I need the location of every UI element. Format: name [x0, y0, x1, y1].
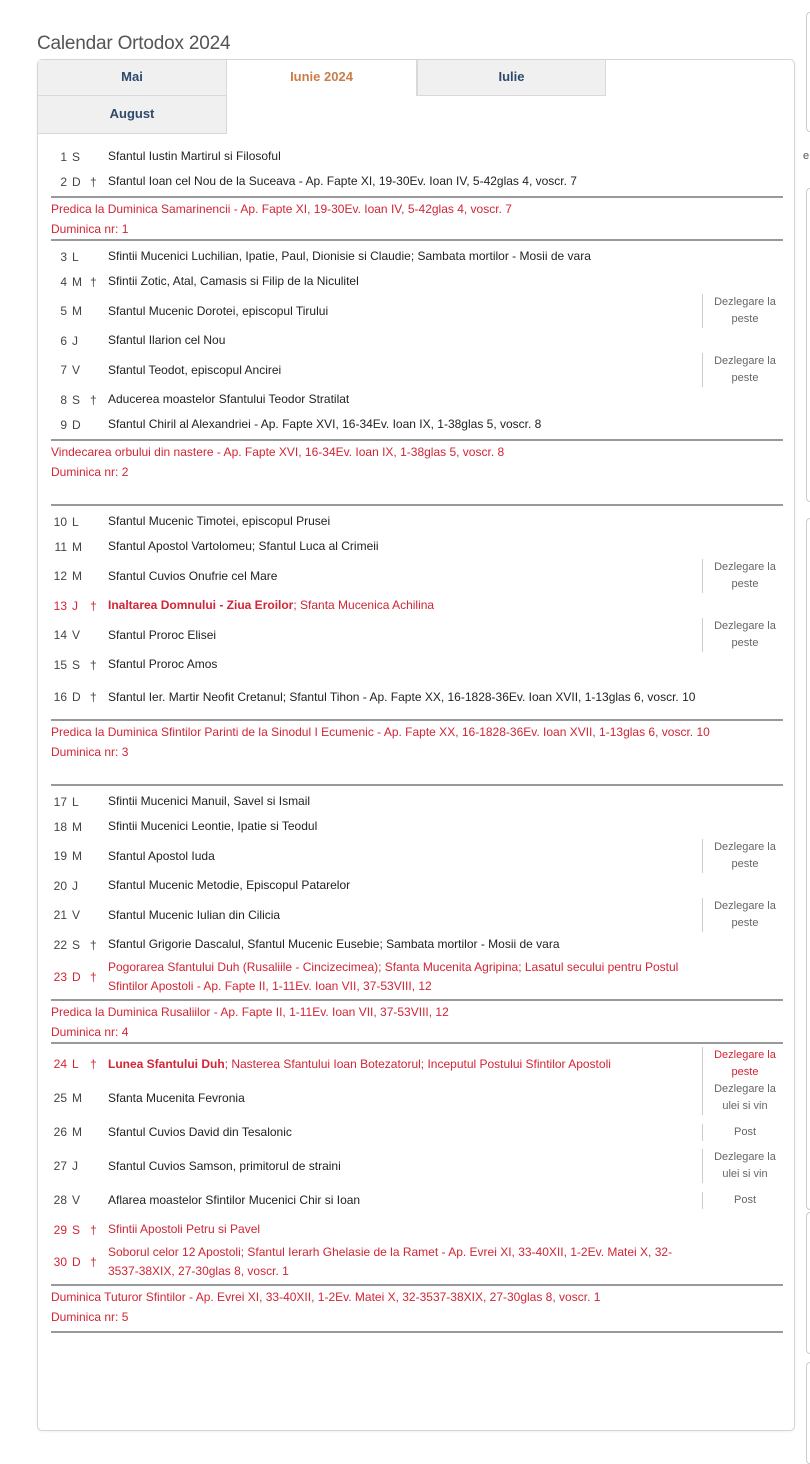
fasting-rule: Post [702, 1124, 783, 1141]
week-separator [51, 1331, 783, 1333]
sunday-reading[interactable]: Predica la Duminica Sfintilor Parinti de la Sinodul I Ecumenic - Ap. Fapte XX, 16-1828-36Ev. Ioan XVII, 1-13glas 6, voscr. 10 [51, 725, 710, 739]
day-row[interactable] [51, 898, 783, 932]
day-row[interactable] [51, 652, 783, 677]
day-row[interactable] [51, 559, 783, 593]
cross-icon: † [90, 657, 97, 672]
day-number: 2 [60, 174, 67, 189]
day-of-week: M [72, 569, 82, 583]
day-row[interactable] [51, 814, 783, 839]
day-row[interactable] [51, 534, 783, 559]
day-of-week: D [72, 1255, 81, 1269]
day-row[interactable] [51, 1115, 783, 1149]
day-number: 17 [53, 794, 67, 809]
day-saints[interactable] [108, 792, 696, 811]
day-number: 15 [53, 657, 67, 672]
sidebar-panel-fragment [806, 1362, 810, 1464]
sunday-reading-block [51, 999, 783, 1042]
day-saints-text: Sfantul Teodot, episcopul Ancirei [108, 362, 282, 377]
day-saints[interactable] [108, 331, 696, 350]
sunday-number: Duminica nr: 3 [51, 745, 129, 759]
cross-icon: † [90, 970, 97, 984]
sunday-reading[interactable]: Predica la Duminica Rusaliilor - Ap. Fapte II, 1-11Ev. Ioan VII, 37-53VIII, 12 [51, 1005, 449, 1019]
sunday-reading-block [51, 1284, 783, 1327]
day-number: 6 [60, 333, 67, 348]
day-saints[interactable] [108, 1055, 696, 1074]
day-saints-text: Sfantul Mucenic Dorotei, episcopul Tirului [108, 303, 329, 318]
day-of-week: D [72, 690, 81, 704]
week-separator [51, 1042, 783, 1044]
day-number: 16 [53, 690, 67, 704]
day-of-week: S [72, 392, 81, 407]
day-saints-text: Sfintii Mucenici Leontie, Ipatie si Teodul [108, 819, 318, 833]
day-saints[interactable] [108, 626, 696, 645]
day-saints-text: Sfantul Mucenic Metodie, Episcopul Patarelor [108, 878, 351, 892]
day-saints[interactable] [108, 817, 696, 836]
day-saints-text: Sfantul Ier. Martir Neofit Cretanul; Sfantul Tihon - Ap. Fapte XX, 16-1828-36Ev. Ioan XVII, 1-13glas 6, voscr. 10 [108, 689, 696, 704]
day-number: 1 [60, 149, 67, 164]
day-saints[interactable] [108, 655, 696, 674]
sidebar-panel-fragment [806, 1212, 810, 1354]
day-of-week: V [72, 908, 81, 922]
day-saints-text: Sfantul Apostol Iuda [108, 848, 215, 863]
day-number: 22 [53, 937, 67, 952]
day-row[interactable] [51, 873, 783, 898]
sunday-reading-block [51, 719, 783, 762]
week-separator [51, 504, 783, 506]
day-of-week: M [72, 1125, 82, 1139]
day-saints[interactable] [108, 1220, 696, 1239]
day-number: 24 [53, 1057, 67, 1071]
day-row[interactable] [51, 269, 783, 294]
day-number: 29 [53, 1222, 67, 1237]
day-of-week: L [72, 1057, 79, 1071]
week-block [51, 244, 783, 437]
day-saints-text: Sfantul Cuvios Samson, primitorul de straini [108, 1158, 341, 1173]
day-number: 25 [53, 1091, 67, 1105]
day-saints-text: Sfintii Mucenici Manuil, Savel si Ismail [108, 794, 311, 808]
week-block [51, 144, 783, 194]
day-saints-text: Sfantul Chiril al Alexandriei - Ap. Fapte XVI, 16-34Ev. Ioan IX, 1-38glas 5, voscr. 8 [108, 417, 542, 431]
day-saints[interactable] [108, 361, 696, 380]
cross-icon: † [90, 690, 97, 704]
month-tabs [38, 60, 794, 134]
fasting-rule: Dezlegare la peste [702, 618, 783, 652]
calendar-list [51, 144, 783, 1333]
day-row[interactable] [51, 294, 783, 328]
fasting-rule: Dezlegare la peste [702, 353, 783, 387]
day-row[interactable] [51, 1149, 783, 1183]
day-number: 23 [53, 970, 67, 984]
day-saints[interactable] [108, 567, 696, 586]
day-row[interactable] [51, 328, 783, 353]
day-row[interactable] [51, 618, 783, 652]
sidebar-text-fragment: e [803, 150, 810, 162]
day-saints-text: Sfantul Mucenic Iulian din Cilicia [108, 907, 281, 922]
fasting-rule: Dezlegare la ulei si vin [702, 1081, 783, 1115]
day-saints-text: Sfantul Proroc Amos [108, 657, 218, 671]
day-saints[interactable] [108, 1123, 696, 1142]
fasting-rule: Dezlegare la peste [702, 294, 783, 328]
day-row[interactable] [51, 412, 783, 437]
day-number: 30 [53, 1255, 67, 1269]
sunday-reading[interactable]: Predica la Duminica Samarinencii - Ap. Fapte XI, 19-30Ev. Ioan IV, 5-42glas 4, voscr. 7 [51, 202, 512, 216]
day-saints[interactable] [108, 1089, 696, 1108]
day-saints-text: Aducerea moastelor Sfantului Teodor Stratilat [108, 392, 350, 406]
day-row[interactable] [51, 1242, 783, 1282]
day-number: 21 [53, 908, 67, 922]
day-saints[interactable] [108, 596, 696, 615]
day-saints[interactable] [108, 415, 696, 434]
day-row[interactable] [51, 1047, 783, 1081]
day-number: 20 [53, 878, 67, 893]
day-saints[interactable] [108, 935, 696, 954]
day-saints-text: Sfintii Apostoli Petru si Pavel [108, 1222, 261, 1236]
day-saints-text: Aflarea moastelor Sfintilor Mucenici Chir si Ioan [108, 1192, 361, 1207]
day-saints-text: Sfantul Iustin Martirul si Filosoful [108, 149, 281, 163]
day-row[interactable] [51, 839, 783, 873]
day-row[interactable] [51, 593, 783, 618]
day-number: 26 [53, 1125, 67, 1139]
sunday-reading-block [51, 196, 783, 239]
day-row[interactable] [51, 957, 783, 997]
calendar-panel [37, 59, 795, 1431]
day-saints[interactable] [108, 247, 696, 266]
day-saints[interactable] [108, 172, 696, 191]
tab-august[interactable]: August [38, 96, 227, 134]
day-row[interactable] [51, 1081, 783, 1115]
day-of-week: M [72, 274, 82, 289]
day-saints-text: Sfantul Ioan cel Nou de la Suceava - Ap. Fapte XI, 19-30Ev. Ioan IV, 5-42glas 4, voscr. 7 [108, 174, 577, 188]
day-saints[interactable] [108, 537, 696, 556]
day-row[interactable] [51, 677, 783, 717]
day-saints[interactable] [108, 1157, 696, 1176]
day-row[interactable] [51, 387, 783, 412]
day-row[interactable] [51, 789, 783, 814]
day-of-week: M [72, 539, 82, 554]
cross-icon: † [90, 598, 97, 613]
week-separator [51, 784, 783, 786]
cross-icon: † [90, 1057, 97, 1071]
cross-icon: † [90, 1255, 97, 1269]
day-saints[interactable] [108, 906, 696, 925]
day-number: 8 [60, 392, 67, 407]
cross-icon: † [90, 1222, 97, 1237]
day-number: 27 [53, 1159, 67, 1173]
day-number: 14 [53, 628, 67, 642]
day-saints-text: Sfantul Proroc Elisei [108, 627, 217, 642]
day-saints-text: Sfantul Grigorie Dascalul, Sfantul Mucenic Eusebie; Sambata mortilor - Mosii de vara [108, 937, 560, 951]
day-saints-text: ; Nasterea Sfantului Ioan Botezatorul; Inceputul Postului Sfintilor Apostoli [224, 1056, 611, 1071]
week-block [51, 789, 783, 997]
day-saints[interactable] [108, 688, 696, 707]
fasting-rule: Dezlegare la peste [702, 559, 783, 593]
sunday-number: Duminica nr: 2 [51, 465, 129, 479]
sidebar-panel-fragment [806, 518, 810, 1210]
day-saints-text: Sfintii Zotic, Atal, Camasis si Filip de la Niculitel [108, 274, 359, 288]
feast-name: Lunea Sfantului Duh [108, 1056, 225, 1071]
day-of-week: V [72, 1193, 81, 1207]
fasting-rule: Dezlegare la ulei si vin [702, 1149, 783, 1183]
day-row[interactable] [51, 1217, 783, 1242]
fasting-rule: Dezlegare la peste [702, 898, 783, 932]
sunday-reading-block [51, 439, 783, 482]
day-saints-text: Sfanta Mucenita Fevronia [108, 1090, 245, 1105]
sunday-reading[interactable]: Vindecarea orbului din nastere - Ap. Fapte XVI, 16-34Ev. Ioan IX, 1-38glas 5, voscr. 8 [51, 445, 505, 459]
day-saints-text: Sfantul Cuvios Onufrie cel Mare [108, 568, 278, 583]
day-of-week: S [72, 937, 81, 952]
day-of-week: M [72, 819, 82, 834]
cross-icon: † [90, 174, 97, 189]
day-of-week: M [72, 1091, 82, 1105]
cross-icon: † [90, 274, 97, 289]
day-row[interactable] [51, 169, 783, 194]
day-saints-text: Sfantul Apostol Vartolomeu; Sfantul Luca al Crimeii [108, 539, 379, 553]
day-of-week: J [72, 1159, 78, 1173]
sunday-reading[interactable]: Duminica Tuturor Sfintilor - Ap. Evrei XI, 33-40XII, 1-2Ev. Matei X, 32-3537-38XIX, 27-30glas 8, voscr. 1 [51, 1290, 601, 1304]
fasting-rule: Post [702, 1192, 783, 1209]
day-of-week: S [72, 149, 81, 164]
day-number: 4 [60, 274, 67, 289]
day-number: 18 [53, 819, 67, 834]
day-of-week: D [72, 417, 81, 432]
day-number: 5 [60, 304, 67, 318]
day-of-week: V [72, 628, 81, 642]
day-of-week: S [72, 1222, 81, 1237]
cross-icon: † [90, 937, 97, 952]
day-row[interactable] [51, 144, 783, 169]
day-of-week: L [72, 514, 79, 529]
day-row[interactable] [51, 244, 783, 269]
tab-iulie[interactable]: Iulie [417, 60, 606, 96]
day-of-week: D [72, 174, 81, 189]
week-separator [51, 239, 783, 241]
week-block [51, 509, 783, 717]
day-of-week: V [72, 363, 81, 377]
day-saints[interactable] [108, 390, 696, 409]
day-number: 28 [53, 1193, 67, 1207]
day-of-week: S [72, 657, 81, 672]
day-row[interactable] [51, 932, 783, 957]
day-of-week: L [72, 794, 79, 809]
day-of-week: D [72, 970, 81, 984]
day-number: 12 [53, 569, 67, 583]
sidebar-panel-fragment [806, 12, 810, 132]
day-saints-text: Pogorarea Sfantului Duh (Rusaliile - Cincizecimea); Sfanta Mucenita Agripina; Lasatul secului pentru Postul Sfintilor Apostoli - Ap. Fapte II, 1-11Ev. Ioan VII, 37-53VIII, 12 [108, 960, 679, 993]
week-block [51, 1047, 783, 1282]
day-saints[interactable] [108, 876, 696, 895]
page-title: Calendar Ortodox 2024 [37, 32, 231, 54]
day-number: 13 [53, 598, 67, 613]
day-of-week: J [72, 333, 78, 348]
day-row[interactable] [51, 353, 783, 387]
sidebar-panel-fragment [806, 188, 810, 502]
fasting-rule: Dezlegare la peste [702, 839, 783, 873]
day-saints-text: Sfantul Mucenic Timotei, episcopul Prusei [108, 514, 331, 528]
day-saints[interactable] [108, 958, 696, 996]
day-of-week: M [72, 304, 82, 318]
day-number: 19 [53, 849, 67, 863]
sunday-number: Duminica nr: 5 [51, 1310, 129, 1324]
tab-mai[interactable]: Mai [38, 60, 227, 96]
day-number: 11 [54, 539, 67, 554]
day-saints[interactable] [108, 847, 696, 866]
day-saints-text: ; Sfanta Mucenica Achilina [293, 598, 435, 612]
day-of-week: L [72, 249, 79, 264]
sunday-number: Duminica nr: 4 [51, 1025, 129, 1039]
day-number: 7 [60, 363, 67, 377]
day-of-week: M [72, 849, 82, 863]
day-of-week: J [72, 878, 78, 893]
day-row[interactable] [51, 1183, 783, 1217]
day-saints[interactable] [108, 147, 696, 166]
day-saints[interactable] [108, 1191, 696, 1210]
day-saints[interactable] [108, 512, 696, 531]
day-saints[interactable] [108, 302, 696, 321]
cross-icon: † [90, 392, 97, 407]
day-of-week: J [72, 598, 78, 613]
day-saints-text: Sfantul Ilarion cel Nou [108, 333, 226, 347]
day-number: 3 [60, 249, 67, 264]
fasting-rule: Dezlegare la peste [702, 1047, 783, 1081]
day-saints[interactable] [108, 272, 696, 291]
day-saints-text: Sfantul Cuvios David din Tesalonic [108, 1124, 292, 1139]
day-number: 9 [60, 417, 67, 432]
sunday-number: Duminica nr: 1 [51, 222, 129, 236]
day-number: 10 [53, 514, 67, 529]
feast-name: Inaltarea Domnului - Ziua Eroilor [108, 598, 294, 612]
day-saints-text: Soborul celor 12 Apostoli; Sfantul Ierarh Ghelasie de la Ramet - Ap. Evrei XI, 33-40XII, 1-2Ev. Matei X, 32-3537-38XIX, 27-30glas 8, voscr. 1 [108, 1245, 673, 1278]
day-saints[interactable] [108, 1243, 696, 1281]
day-saints-text: Sfintii Mucenici Luchilian, Ipatie, Paul, Dionisie si Claudie; Sambata mortilor - Mosii de vara [108, 249, 591, 263]
day-row[interactable] [51, 509, 783, 534]
tab-iunie-2024[interactable]: Iunie 2024 [227, 60, 417, 96]
